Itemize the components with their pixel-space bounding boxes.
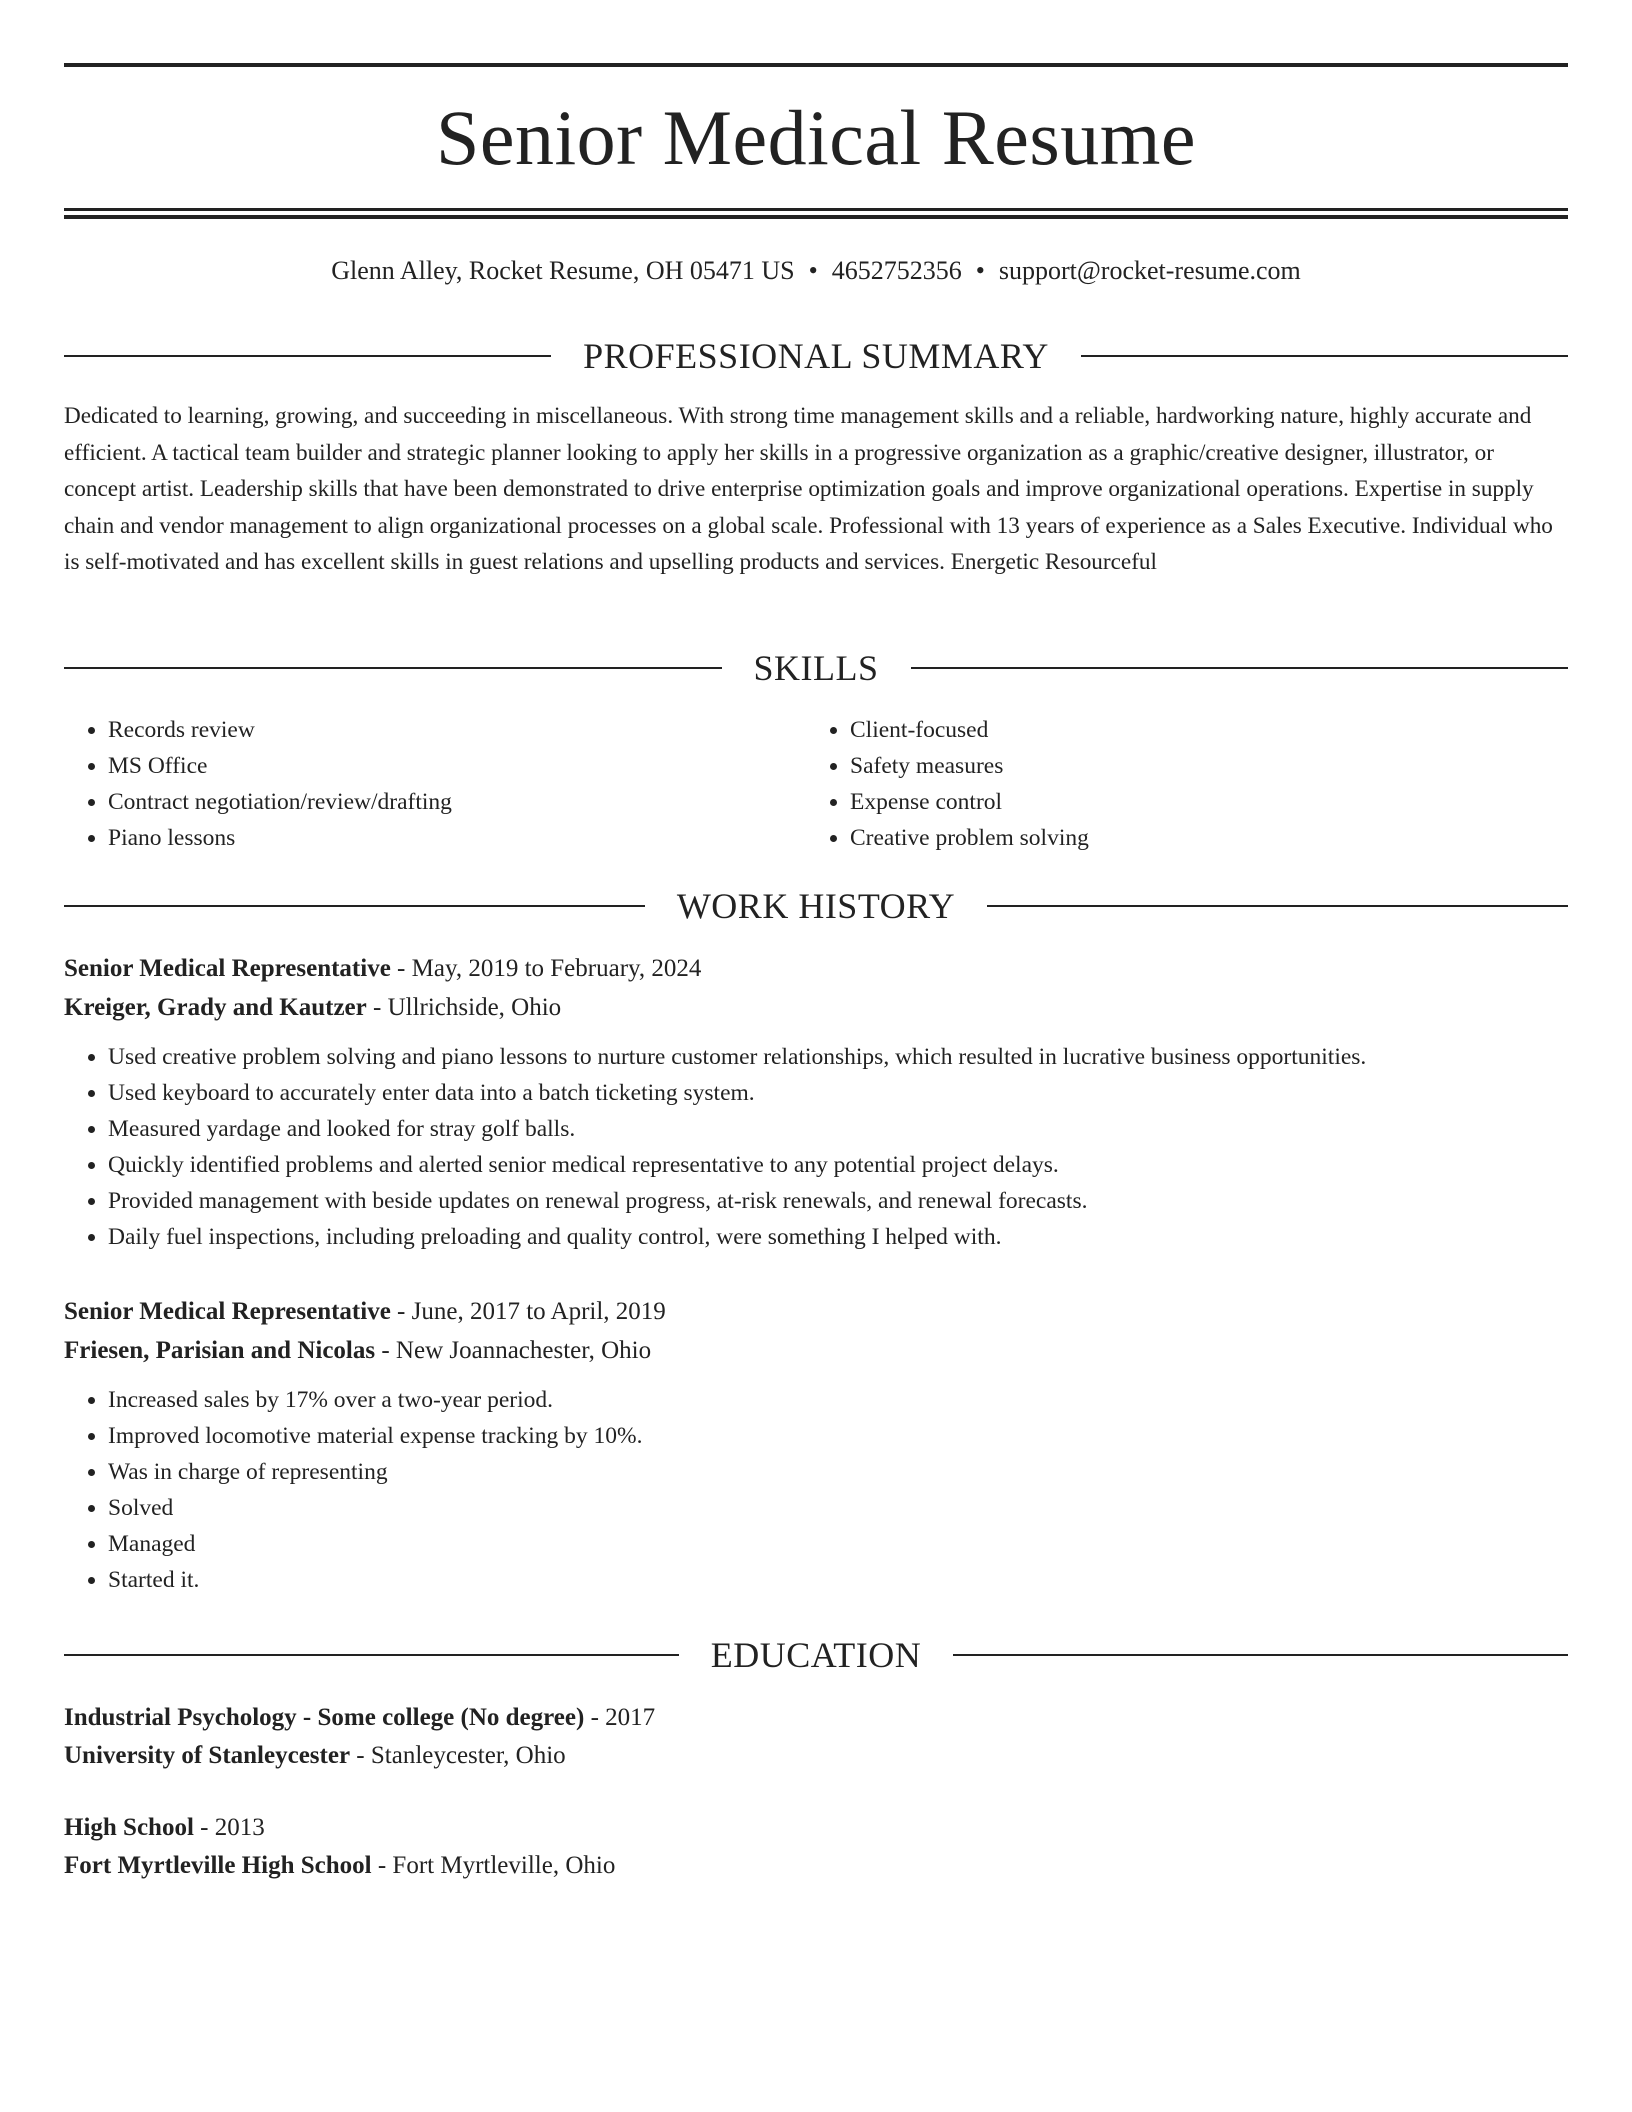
job-entry xyxy=(64,950,1568,1255)
skill-item: • Contract negotiation/review/drafting xyxy=(108,784,806,820)
skills-list xyxy=(64,712,1568,856)
contact-separator: • xyxy=(808,256,818,285)
job-location: - Ullrichside, Ohio xyxy=(366,994,562,1021)
job-bullet: • Quickly identified problems and alerted senior medical representative to any potential project delays. xyxy=(108,1147,1568,1183)
job-bullet: • Daily fuel inspections, including preloading and quality control, were something I helped with. xyxy=(108,1219,1568,1255)
job-entry xyxy=(64,1293,1568,1598)
skill-item: • Expense control xyxy=(850,784,1548,820)
contact-separator: • xyxy=(975,256,985,285)
education-degree: Industrial Psychology - Some college (No degree) xyxy=(64,1704,585,1731)
contact-email: support@rocket-resume.com xyxy=(998,256,1301,285)
education-degree-line xyxy=(64,1809,1568,1847)
job-bullets xyxy=(64,1382,1568,1598)
section-title-skills: SKILLS xyxy=(753,648,879,688)
skill-item: • MS Office xyxy=(108,748,806,784)
job-bullet: • Provided management with beside updates on renewal progress, at-risk renewals, and renewal forecasts. xyxy=(108,1183,1568,1219)
job-bullet: • Started it. xyxy=(108,1562,1568,1598)
job-title-line xyxy=(64,1293,1568,1331)
section-title-work: WORK HISTORY xyxy=(676,886,956,926)
job-company-line xyxy=(64,989,1568,1027)
skill-item: • Creative problem solving xyxy=(850,820,1548,856)
education-school-line xyxy=(64,1847,1568,1885)
education-school: Fort Myrtleville High School xyxy=(64,1852,372,1879)
section-rule xyxy=(64,667,722,669)
job-dates: - June, 2017 to April, 2019 xyxy=(390,1298,666,1325)
job-bullet: • Improved locomotive material expense tracking by 10%. xyxy=(108,1418,1568,1454)
education-school: University of Stanleycester xyxy=(64,1742,351,1769)
summary-text: Dedicated to learning, growing, and succeeding in miscellaneous. With strong time management skills and a reliable, hardworking nature, highly accurate and efficient. A tactical team builder and strategic planner looking to apply her skills in a progressive organization as a graphic/creative designer, illustrator, or concept artist. Leadership skills that have been demonstrated to drive enterprise optimization goals and improve organizational operations. Expertise in supply chain and vendor management to align organizational processes on a global scale. Professional with 13 years of experience as a Sales Executive. Individual who is self-motivated and has excellent skills in guest relations and upselling products and services. Energetic Resourceful xyxy=(64,403,1553,576)
section-header-education xyxy=(64,1633,1568,1677)
section-rule xyxy=(1081,355,1568,357)
job-title: Senior Medical Representative xyxy=(64,955,391,982)
job-location: - New Joannachester, Ohio xyxy=(375,1337,652,1364)
contact-phone: 4652752356 xyxy=(831,256,962,285)
resume-title: Senior Medical Resume xyxy=(436,94,1196,181)
section-rule xyxy=(987,905,1568,907)
skill-item: • Records review xyxy=(108,712,806,748)
job-company-line xyxy=(64,1332,1568,1370)
education-degree: High School xyxy=(64,1814,194,1841)
section-rule xyxy=(911,667,1569,669)
job-bullet: • Increased sales by 17% over a two-year period. xyxy=(108,1382,1568,1418)
skills-column-right xyxy=(806,712,1548,856)
section-title-summary: PROFESSIONAL SUMMARY xyxy=(583,336,1049,376)
education-degree-line xyxy=(64,1699,1568,1737)
section-rule xyxy=(64,355,551,357)
title-rule-lower xyxy=(64,215,1568,219)
job-bullet: • Measured yardage and looked for stray golf balls. xyxy=(108,1111,1568,1147)
job-dates: - May, 2019 to February, 2024 xyxy=(390,955,702,982)
section-rule xyxy=(64,1654,679,1656)
job-title-line xyxy=(64,950,1568,988)
education-year: - 2017 xyxy=(584,1704,656,1731)
job-company: Friesen, Parisian and Nicolas xyxy=(64,1337,376,1364)
section-title-education: EDUCATION xyxy=(710,1635,922,1675)
skill-item: • Piano lessons xyxy=(108,820,806,856)
education-location: - Stanleycester, Ohio xyxy=(350,1742,566,1769)
job-bullet: • Was in charge of representing xyxy=(108,1454,1568,1490)
contact-line xyxy=(64,254,1568,288)
title-rule-upper xyxy=(64,208,1568,211)
job-bullets xyxy=(64,1039,1568,1255)
job-bullet: • Solved xyxy=(108,1490,1568,1526)
job-title: Senior Medical Representative xyxy=(64,1298,391,1325)
job-company: Kreiger, Grady and Kautzer xyxy=(64,994,367,1021)
job-bullet: • Managed xyxy=(108,1526,1568,1562)
education-entry xyxy=(64,1809,1568,1885)
top-rule xyxy=(64,63,1568,67)
job-bullet: • Used creative problem solving and piano lessons to nurture customer relationships, which resulted in lucrative business opportunities. xyxy=(108,1039,1568,1075)
education-year: - 2013 xyxy=(193,1814,265,1841)
section-header-skills xyxy=(64,646,1568,690)
skill-item: • Safety measures xyxy=(850,748,1548,784)
education-school-line xyxy=(64,1737,1568,1775)
job-bullet: • Used keyboard to accurately enter data into a batch ticketing system. xyxy=(108,1075,1568,1111)
section-header-work xyxy=(64,884,1568,928)
skills-column-left xyxy=(64,712,806,856)
section-rule xyxy=(64,905,645,907)
contact-address: Glenn Alley, Rocket Resume, OH 05471 US xyxy=(331,256,795,285)
section-rule xyxy=(953,1654,1568,1656)
education-location: - Fort Myrtleville, Ohio xyxy=(371,1852,616,1879)
skill-item: • Client-focused xyxy=(850,712,1548,748)
section-header-summary xyxy=(64,334,1568,378)
education-entry xyxy=(64,1699,1568,1775)
